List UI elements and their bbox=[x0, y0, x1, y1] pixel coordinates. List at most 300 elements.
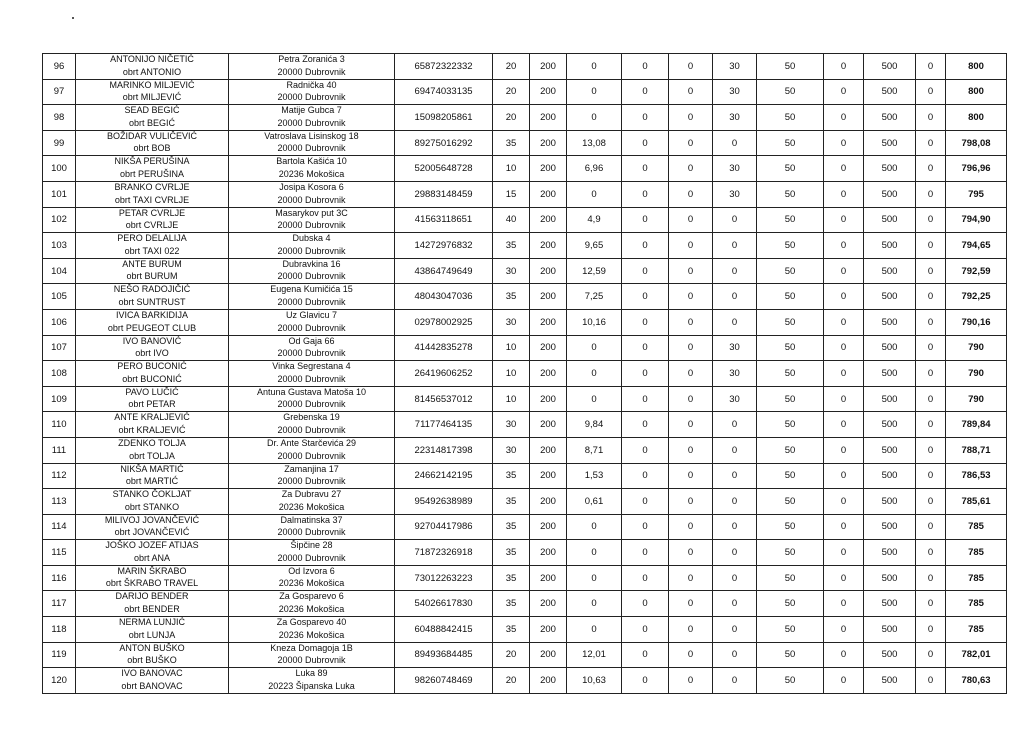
city: 20000 Dubrovnik bbox=[277, 296, 346, 307]
owner-name: PAVO LUČIĆ bbox=[125, 386, 179, 397]
business-name: obrt BUCONIĆ bbox=[122, 373, 182, 384]
owner-name: PERO DELALIJA bbox=[117, 233, 187, 244]
table-row bbox=[43, 463, 1007, 489]
score-col-10: 0 bbox=[916, 258, 946, 284]
score-col-5: 0 bbox=[669, 489, 713, 515]
score-col-5: 0 bbox=[669, 514, 713, 540]
score-col-3: 12,01 bbox=[567, 642, 622, 668]
street-address: Šipčine 28 bbox=[290, 540, 333, 551]
score-col-4: 0 bbox=[622, 565, 669, 591]
row-number: 120 bbox=[43, 668, 76, 694]
oib-number: 41442835278 bbox=[395, 335, 493, 361]
score-col-2: 200 bbox=[530, 514, 567, 540]
score-col-2: 200 bbox=[530, 335, 567, 361]
owner-cell bbox=[76, 105, 229, 131]
score-col-10: 0 bbox=[916, 233, 946, 259]
score-col-2: 200 bbox=[530, 565, 567, 591]
score-col-4: 0 bbox=[622, 591, 669, 617]
total-score: 795 bbox=[946, 181, 1007, 207]
score-col-5: 0 bbox=[669, 207, 713, 233]
score-col-6: 0 bbox=[713, 514, 757, 540]
oib-number: 02978002925 bbox=[395, 309, 493, 335]
oib-number: 54026617830 bbox=[395, 591, 493, 617]
business-name: obrt KRALJEVIĆ bbox=[118, 424, 186, 435]
score-col-5: 0 bbox=[669, 54, 713, 80]
score-col-9: 500 bbox=[864, 642, 916, 668]
score-col-9: 500 bbox=[864, 514, 916, 540]
score-col-1: 10 bbox=[493, 361, 530, 387]
street-address: Antuna Gustava Matoša 10 bbox=[256, 386, 367, 397]
score-col-5: 0 bbox=[669, 258, 713, 284]
owner-name: PETAR CVRLJE bbox=[118, 207, 186, 218]
table-row bbox=[43, 412, 1007, 438]
score-col-8: 0 bbox=[824, 514, 864, 540]
oib-number: 14272976832 bbox=[395, 233, 493, 259]
oib-number: 73012263223 bbox=[395, 565, 493, 591]
owner-name: ZDENKO TOLJA bbox=[118, 437, 186, 448]
score-col-8: 0 bbox=[824, 258, 864, 284]
total-score: 780,63 bbox=[946, 668, 1007, 694]
total-score: 798,08 bbox=[946, 130, 1007, 156]
owner-name: PERO BUCONIĆ bbox=[117, 361, 187, 372]
score-col-7: 50 bbox=[757, 54, 824, 80]
total-score: 800 bbox=[946, 54, 1007, 80]
score-col-7: 50 bbox=[757, 130, 824, 156]
total-score: 800 bbox=[946, 79, 1007, 105]
score-col-5: 0 bbox=[669, 181, 713, 207]
street-address: Eugena Kumičića 15 bbox=[270, 284, 353, 295]
address-cell bbox=[229, 361, 395, 387]
table-row bbox=[43, 258, 1007, 284]
street-address: Bartola Kašića 10 bbox=[276, 156, 347, 167]
row-number: 107 bbox=[43, 335, 76, 361]
oib-number: 26419606252 bbox=[395, 361, 493, 387]
score-col-10: 0 bbox=[916, 79, 946, 105]
score-col-9: 500 bbox=[864, 130, 916, 156]
score-col-8: 0 bbox=[824, 668, 864, 694]
business-name: obrt IVO bbox=[135, 348, 169, 359]
owner-name: JOŠKO JOZEF ATIJAS bbox=[105, 540, 199, 551]
score-col-8: 0 bbox=[824, 130, 864, 156]
score-col-5: 0 bbox=[669, 642, 713, 668]
score-col-6: 0 bbox=[713, 591, 757, 617]
owner-name: NEŠO RADOJIČIĆ bbox=[113, 284, 191, 295]
score-col-4: 0 bbox=[622, 617, 669, 643]
business-name: obrt BEGIĆ bbox=[128, 117, 175, 128]
city: 20000 Dubrovnik bbox=[277, 424, 346, 435]
score-col-2: 200 bbox=[530, 309, 567, 335]
owner-name: MILIVOJ JOVANČEVIĆ bbox=[104, 514, 200, 525]
row-number: 111 bbox=[43, 437, 76, 463]
oib-number: 81456537012 bbox=[395, 386, 493, 412]
score-col-10: 0 bbox=[916, 565, 946, 591]
table-row bbox=[43, 335, 1007, 361]
score-col-1: 20 bbox=[493, 642, 530, 668]
street-address: Za Gosparevo 6 bbox=[279, 591, 344, 602]
score-col-8: 0 bbox=[824, 437, 864, 463]
score-col-7: 50 bbox=[757, 207, 824, 233]
score-col-6: 30 bbox=[713, 335, 757, 361]
table-row bbox=[43, 437, 1007, 463]
street-address: Od Izvora 6 bbox=[288, 565, 335, 576]
address-cell bbox=[229, 463, 395, 489]
table-row bbox=[43, 309, 1007, 335]
row-number: 112 bbox=[43, 463, 76, 489]
city: 20000 Dubrovnik bbox=[277, 322, 346, 333]
business-name: obrt BOB bbox=[133, 143, 171, 154]
city: 20000 Dubrovnik bbox=[277, 655, 346, 666]
address-cell bbox=[229, 258, 395, 284]
owner-name: ANTONIJO NIČETIĆ bbox=[110, 54, 194, 64]
table-row bbox=[43, 207, 1007, 233]
address-cell bbox=[229, 514, 395, 540]
score-col-1: 35 bbox=[493, 463, 530, 489]
score-col-8: 0 bbox=[824, 79, 864, 105]
owner-name: MARINKO MILJEVIĆ bbox=[109, 79, 195, 90]
city: 20000 Dubrovnik bbox=[277, 552, 346, 563]
score-col-4: 0 bbox=[622, 412, 669, 438]
score-col-7: 50 bbox=[757, 233, 824, 259]
score-col-4: 0 bbox=[622, 386, 669, 412]
oib-number: 22314817398 bbox=[395, 437, 493, 463]
total-score: 786,53 bbox=[946, 463, 1007, 489]
owner-cell bbox=[76, 437, 229, 463]
table-row bbox=[43, 54, 1007, 80]
address-cell bbox=[229, 565, 395, 591]
score-col-3: 6,96 bbox=[567, 156, 622, 182]
score-col-6: 0 bbox=[713, 463, 757, 489]
score-col-7: 50 bbox=[757, 335, 824, 361]
score-col-5: 0 bbox=[669, 309, 713, 335]
score-col-2: 200 bbox=[530, 591, 567, 617]
owner-name: NERMA LUNJIĆ bbox=[118, 617, 185, 628]
table-row bbox=[43, 361, 1007, 387]
score-col-8: 0 bbox=[824, 156, 864, 182]
score-col-10: 0 bbox=[916, 181, 946, 207]
owner-name: ANTON BUŠKO bbox=[119, 642, 185, 653]
table-row bbox=[43, 668, 1007, 694]
score-col-1: 20 bbox=[493, 105, 530, 131]
total-score: 790 bbox=[946, 361, 1007, 387]
score-col-5: 0 bbox=[669, 591, 713, 617]
city: 20236 Mokošica bbox=[278, 501, 345, 512]
score-col-7: 50 bbox=[757, 437, 824, 463]
score-col-6: 0 bbox=[713, 258, 757, 284]
score-col-9: 500 bbox=[864, 79, 916, 105]
street-address: Uz Glavicu 7 bbox=[285, 309, 338, 320]
score-col-1: 10 bbox=[493, 335, 530, 361]
oib-number: 71177464135 bbox=[395, 412, 493, 438]
score-col-3: 9,65 bbox=[567, 233, 622, 259]
score-col-6: 0 bbox=[713, 130, 757, 156]
score-col-5: 0 bbox=[669, 156, 713, 182]
address-cell bbox=[229, 207, 395, 233]
score-col-4: 0 bbox=[622, 284, 669, 310]
owner-cell bbox=[76, 284, 229, 310]
address-cell bbox=[229, 540, 395, 566]
row-number: 114 bbox=[43, 514, 76, 540]
street-address: Zamanjina 17 bbox=[284, 463, 339, 474]
score-col-6: 0 bbox=[713, 284, 757, 310]
street-address: Dr. Ante Starčevića 29 bbox=[266, 437, 357, 448]
address-cell bbox=[229, 437, 395, 463]
score-col-4: 0 bbox=[622, 463, 669, 489]
score-col-7: 50 bbox=[757, 386, 824, 412]
city: 20000 Dubrovnik bbox=[277, 373, 346, 384]
owner-cell bbox=[76, 54, 229, 80]
score-col-9: 500 bbox=[864, 309, 916, 335]
scan-speck bbox=[72, 17, 74, 19]
score-col-1: 10 bbox=[493, 386, 530, 412]
score-col-4: 0 bbox=[622, 130, 669, 156]
score-col-4: 0 bbox=[622, 437, 669, 463]
score-col-9: 500 bbox=[864, 489, 916, 515]
city: 20000 Dubrovnik bbox=[277, 348, 346, 359]
score-col-5: 0 bbox=[669, 79, 713, 105]
score-col-2: 200 bbox=[530, 181, 567, 207]
score-col-6: 30 bbox=[713, 105, 757, 131]
score-col-6: 0 bbox=[713, 437, 757, 463]
score-col-10: 0 bbox=[916, 105, 946, 131]
address-cell bbox=[229, 335, 395, 361]
oib-number: 15098205861 bbox=[395, 105, 493, 131]
total-score: 790 bbox=[946, 386, 1007, 412]
score-col-9: 500 bbox=[864, 540, 916, 566]
owner-cell bbox=[76, 642, 229, 668]
table-row bbox=[43, 565, 1007, 591]
owner-name: DARIJO BENDER bbox=[115, 591, 189, 602]
street-address: Vatroslava Lisinskog 18 bbox=[264, 130, 359, 141]
score-col-4: 0 bbox=[622, 54, 669, 80]
score-col-6: 30 bbox=[713, 79, 757, 105]
score-col-8: 0 bbox=[824, 335, 864, 361]
score-col-5: 0 bbox=[669, 437, 713, 463]
address-cell bbox=[229, 130, 395, 156]
score-col-4: 0 bbox=[622, 540, 669, 566]
score-col-1: 30 bbox=[493, 309, 530, 335]
score-col-10: 0 bbox=[916, 591, 946, 617]
total-score: 792,25 bbox=[946, 284, 1007, 310]
score-col-10: 0 bbox=[916, 463, 946, 489]
total-score: 785 bbox=[946, 565, 1007, 591]
table-row bbox=[43, 386, 1007, 412]
owner-cell bbox=[76, 309, 229, 335]
score-col-2: 200 bbox=[530, 130, 567, 156]
score-col-3: 0 bbox=[567, 105, 622, 131]
score-col-10: 0 bbox=[916, 540, 946, 566]
score-col-5: 0 bbox=[669, 105, 713, 131]
score-col-8: 0 bbox=[824, 105, 864, 131]
business-name: obrt BURUM bbox=[126, 271, 178, 282]
score-col-6: 0 bbox=[713, 412, 757, 438]
score-col-1: 35 bbox=[493, 540, 530, 566]
score-col-8: 0 bbox=[824, 54, 864, 80]
score-col-2: 200 bbox=[530, 233, 567, 259]
score-col-4: 0 bbox=[622, 79, 669, 105]
score-col-7: 50 bbox=[757, 463, 824, 489]
score-col-3: 0 bbox=[567, 361, 622, 387]
score-col-2: 200 bbox=[530, 617, 567, 643]
score-col-7: 50 bbox=[757, 642, 824, 668]
table-row bbox=[43, 284, 1007, 310]
address-cell bbox=[229, 489, 395, 515]
score-col-4: 0 bbox=[622, 335, 669, 361]
table-row bbox=[43, 540, 1007, 566]
address-cell bbox=[229, 386, 395, 412]
address-cell bbox=[229, 668, 395, 694]
row-number: 101 bbox=[43, 181, 76, 207]
score-col-6: 0 bbox=[713, 489, 757, 515]
row-number: 96 bbox=[43, 54, 76, 80]
table-body bbox=[43, 54, 1007, 694]
street-address: Petra Zoranića 3 bbox=[278, 54, 345, 64]
owner-name: SEAD BEGIĆ bbox=[124, 105, 180, 116]
score-col-8: 0 bbox=[824, 540, 864, 566]
score-col-7: 50 bbox=[757, 565, 824, 591]
row-number: 116 bbox=[43, 565, 76, 591]
score-col-1: 20 bbox=[493, 79, 530, 105]
table-row bbox=[43, 489, 1007, 515]
table-row bbox=[43, 156, 1007, 182]
score-col-5: 0 bbox=[669, 668, 713, 694]
oib-number: 41563118651 bbox=[395, 207, 493, 233]
score-col-9: 500 bbox=[864, 181, 916, 207]
street-address: Luka 89 bbox=[295, 668, 328, 679]
oib-number: 48043047036 bbox=[395, 284, 493, 310]
score-col-8: 0 bbox=[824, 284, 864, 310]
row-number: 99 bbox=[43, 130, 76, 156]
score-col-5: 0 bbox=[669, 130, 713, 156]
owner-cell bbox=[76, 617, 229, 643]
score-col-8: 0 bbox=[824, 386, 864, 412]
score-col-3: 13,08 bbox=[567, 130, 622, 156]
score-col-9: 500 bbox=[864, 258, 916, 284]
owner-name: ANTE KRALJEVIĆ bbox=[114, 412, 190, 423]
score-col-10: 0 bbox=[916, 514, 946, 540]
oib-number: 89493684485 bbox=[395, 642, 493, 668]
score-col-2: 200 bbox=[530, 668, 567, 694]
address-cell bbox=[229, 156, 395, 182]
score-col-8: 0 bbox=[824, 617, 864, 643]
score-col-8: 0 bbox=[824, 207, 864, 233]
owner-cell bbox=[76, 591, 229, 617]
score-col-6: 30 bbox=[713, 54, 757, 80]
score-col-3: 10,16 bbox=[567, 309, 622, 335]
oib-number: 69474033135 bbox=[395, 79, 493, 105]
owner-cell bbox=[76, 79, 229, 105]
score-col-4: 0 bbox=[622, 181, 669, 207]
total-score: 790,16 bbox=[946, 309, 1007, 335]
city: 20000 Dubrovnik bbox=[277, 194, 346, 205]
total-score: 794,65 bbox=[946, 233, 1007, 259]
score-col-1: 35 bbox=[493, 130, 530, 156]
score-col-8: 0 bbox=[824, 463, 864, 489]
oib-number: 43864749649 bbox=[395, 258, 493, 284]
score-col-2: 200 bbox=[530, 258, 567, 284]
score-col-8: 0 bbox=[824, 489, 864, 515]
street-address: Dubska 4 bbox=[292, 233, 331, 244]
score-col-1: 10 bbox=[493, 156, 530, 182]
score-col-3: 0,61 bbox=[567, 489, 622, 515]
owner-name: BRANKO CVRLJE bbox=[114, 181, 190, 192]
total-score: 792,59 bbox=[946, 258, 1007, 284]
address-cell bbox=[229, 591, 395, 617]
score-col-5: 0 bbox=[669, 284, 713, 310]
score-col-7: 50 bbox=[757, 361, 824, 387]
table-row bbox=[43, 181, 1007, 207]
score-col-6: 0 bbox=[713, 207, 757, 233]
business-name: obrt ANTONIO bbox=[122, 66, 182, 77]
oib-number: 52005648728 bbox=[395, 156, 493, 182]
owner-cell bbox=[76, 668, 229, 694]
score-col-3: 1,53 bbox=[567, 463, 622, 489]
score-col-4: 0 bbox=[622, 668, 669, 694]
score-col-6: 0 bbox=[713, 233, 757, 259]
score-col-9: 500 bbox=[864, 207, 916, 233]
score-col-6: 30 bbox=[713, 386, 757, 412]
oib-number: 95492638989 bbox=[395, 489, 493, 515]
score-col-1: 35 bbox=[493, 617, 530, 643]
address-cell bbox=[229, 105, 395, 131]
total-score: 785 bbox=[946, 514, 1007, 540]
oib-number: 65872322332 bbox=[395, 54, 493, 80]
score-col-10: 0 bbox=[916, 335, 946, 361]
score-col-2: 200 bbox=[530, 489, 567, 515]
business-name: obrt BUŠKO bbox=[127, 655, 177, 666]
score-col-9: 500 bbox=[864, 591, 916, 617]
score-col-6: 0 bbox=[713, 540, 757, 566]
business-name: obrt LUNJA bbox=[128, 629, 176, 640]
row-number: 103 bbox=[43, 233, 76, 259]
owner-cell bbox=[76, 386, 229, 412]
row-number: 102 bbox=[43, 207, 76, 233]
table-row bbox=[43, 617, 1007, 643]
score-col-3: 8,71 bbox=[567, 437, 622, 463]
score-col-7: 50 bbox=[757, 284, 824, 310]
score-col-8: 0 bbox=[824, 181, 864, 207]
total-score: 788,71 bbox=[946, 437, 1007, 463]
total-score: 790 bbox=[946, 335, 1007, 361]
score-col-7: 50 bbox=[757, 412, 824, 438]
owner-cell bbox=[76, 565, 229, 591]
score-col-8: 0 bbox=[824, 361, 864, 387]
score-col-10: 0 bbox=[916, 489, 946, 515]
city: 20000 Dubrovnik bbox=[277, 92, 346, 103]
score-col-2: 200 bbox=[530, 386, 567, 412]
score-col-5: 0 bbox=[669, 335, 713, 361]
score-col-3: 12,59 bbox=[567, 258, 622, 284]
score-col-10: 0 bbox=[916, 412, 946, 438]
business-name: obrt BANOVAC bbox=[121, 680, 183, 691]
street-address: Za Dubravu 27 bbox=[281, 489, 342, 500]
score-col-5: 0 bbox=[669, 463, 713, 489]
score-col-2: 200 bbox=[530, 207, 567, 233]
score-col-1: 35 bbox=[493, 565, 530, 591]
row-number: 109 bbox=[43, 386, 76, 412]
score-col-6: 30 bbox=[713, 361, 757, 387]
taxi-register-table bbox=[42, 53, 1007, 694]
address-cell bbox=[229, 617, 395, 643]
table-row bbox=[43, 79, 1007, 105]
score-col-5: 0 bbox=[669, 565, 713, 591]
city: 20000 Dubrovnik bbox=[277, 450, 346, 461]
oib-number: 71872326918 bbox=[395, 540, 493, 566]
oib-number: 60488842415 bbox=[395, 617, 493, 643]
score-col-3: 0 bbox=[567, 181, 622, 207]
score-col-4: 0 bbox=[622, 309, 669, 335]
row-number: 117 bbox=[43, 591, 76, 617]
table-row bbox=[43, 642, 1007, 668]
